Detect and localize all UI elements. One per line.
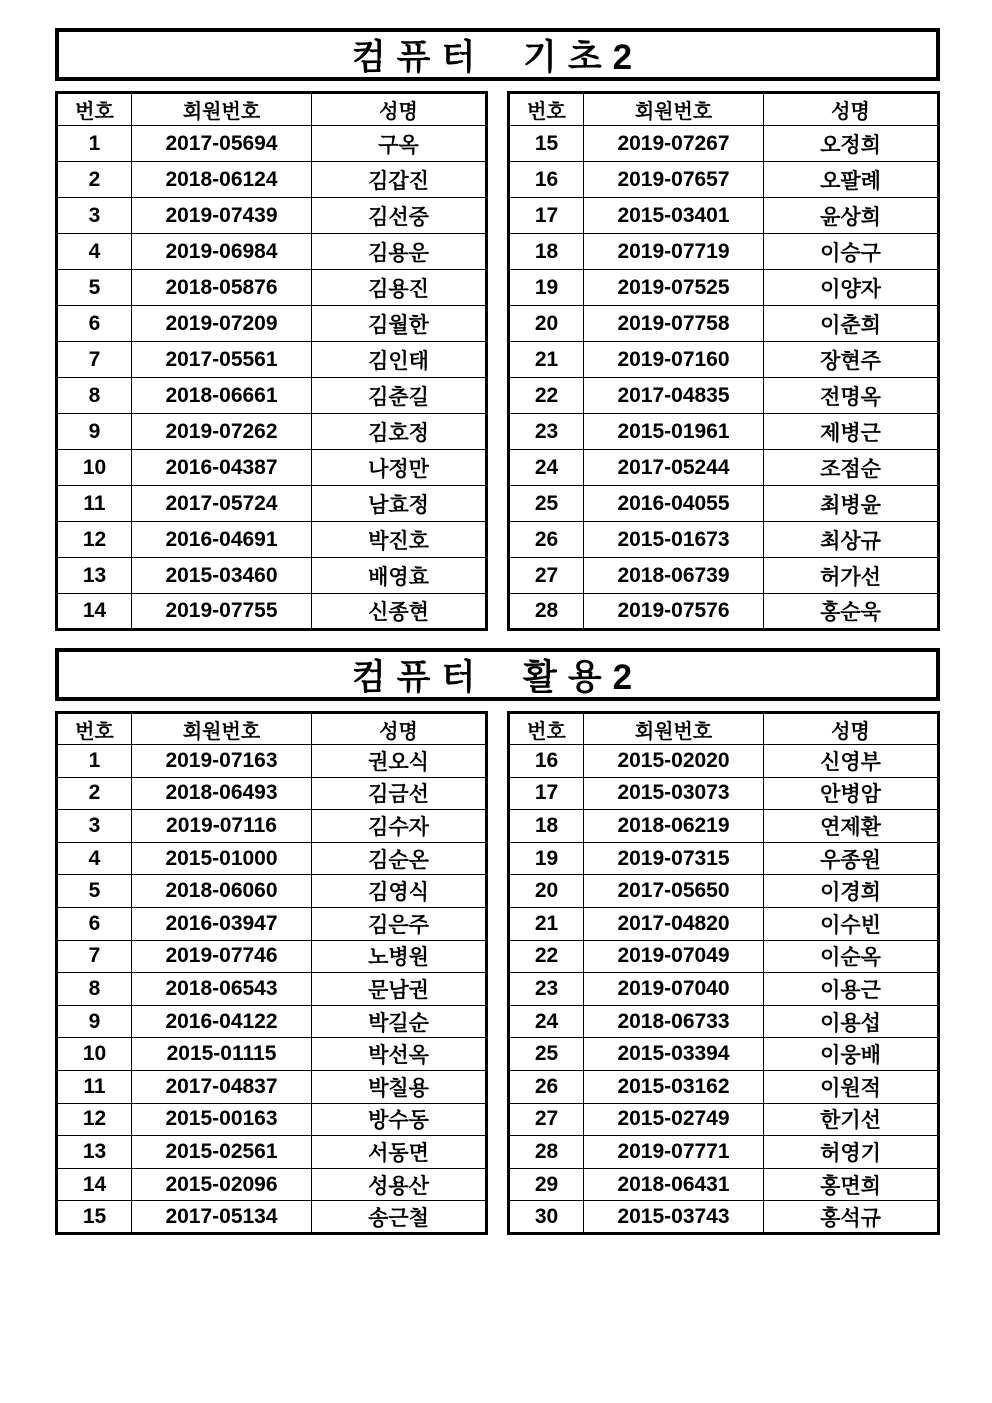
table-row	[509, 270, 939, 306]
member-name-cell: 성용산	[312, 1168, 487, 1201]
row-number-cell: 13	[57, 1136, 132, 1169]
member-name-cell: 이승구	[764, 234, 939, 270]
member-id-cell: 2015-03401	[584, 198, 764, 234]
row-number-cell: 25	[509, 1038, 584, 1071]
row-number-cell: 23	[509, 414, 584, 450]
member-id-cell: 2019-07755	[132, 594, 312, 630]
member-name-cell: 노병원	[312, 940, 487, 973]
table-row	[509, 378, 939, 414]
table-row	[57, 1038, 487, 1071]
member-name-cell: 이웅배	[764, 1038, 939, 1071]
member-id-cell: 2019-07746	[132, 940, 312, 973]
row-number-cell: 28	[509, 594, 584, 630]
row-number-cell: 24	[509, 1005, 584, 1038]
table-header	[509, 713, 939, 745]
roster-table-applications-right	[507, 711, 940, 1235]
row-number-cell: 8	[57, 973, 132, 1006]
table-row	[57, 1070, 487, 1103]
member-id-cell: 2017-05244	[584, 450, 764, 486]
member-name-cell: 허영기	[764, 1136, 939, 1169]
member-name-cell: 이용섭	[764, 1005, 939, 1038]
row-number-cell: 26	[509, 1070, 584, 1103]
row-number-cell: 26	[509, 522, 584, 558]
row-number-cell: 5	[57, 270, 132, 306]
roster-table-basics-right	[507, 91, 940, 631]
member-name-cell: 홍면희	[764, 1168, 939, 1201]
member-name-cell: 김춘길	[312, 378, 487, 414]
header-row	[509, 713, 939, 745]
member-name-cell: 이수빈	[764, 907, 939, 940]
table-row	[509, 486, 939, 522]
row-number-cell: 28	[509, 1136, 584, 1169]
member-name-cell: 박선옥	[312, 1038, 487, 1071]
member-id-cell: 2018-06543	[132, 973, 312, 1006]
table-row	[509, 162, 939, 198]
row-number-cell: 10	[57, 450, 132, 486]
member-id-cell: 2017-05694	[132, 126, 312, 162]
row-number-cell: 30	[509, 1201, 584, 1234]
row-number-cell: 17	[509, 777, 584, 810]
member-name-cell: 김선중	[312, 198, 487, 234]
member-id-cell: 2016-04122	[132, 1005, 312, 1038]
table-row	[509, 940, 939, 973]
header-row	[57, 713, 487, 745]
row-number-cell: 1	[57, 745, 132, 778]
applications-tables-row	[55, 711, 940, 1235]
row-number-cell: 9	[57, 1005, 132, 1038]
member-name-cell: 이양자	[764, 270, 939, 306]
member-id-cell: 2019-07116	[132, 810, 312, 843]
roster-table-applications-left	[55, 711, 488, 1235]
row-number-cell: 24	[509, 450, 584, 486]
member-id-cell: 2019-07315	[584, 842, 764, 875]
header-number: 번호	[57, 713, 132, 745]
row-number-cell: 4	[57, 234, 132, 270]
row-number-cell: 6	[57, 907, 132, 940]
member-id-cell: 2018-06493	[132, 777, 312, 810]
member-name-cell: 신종현	[312, 594, 487, 630]
row-number-cell: 17	[509, 198, 584, 234]
header-row	[57, 93, 487, 126]
table-row	[509, 1201, 939, 1234]
table-body	[509, 126, 939, 630]
row-number-cell: 25	[509, 486, 584, 522]
member-id-cell: 2015-01961	[584, 414, 764, 450]
table-row	[57, 907, 487, 940]
row-number-cell: 22	[509, 378, 584, 414]
member-id-cell: 2017-05724	[132, 486, 312, 522]
header-member-id: 회원번호	[132, 93, 312, 126]
member-name-cell: 김영식	[312, 875, 487, 908]
member-name-cell: 최병윤	[764, 486, 939, 522]
row-number-cell: 15	[57, 1201, 132, 1234]
member-name-cell: 안병암	[764, 777, 939, 810]
row-number-cell: 3	[57, 810, 132, 843]
section-title-basics	[55, 28, 940, 81]
table-row	[509, 126, 939, 162]
table-row	[509, 745, 939, 778]
table-row	[57, 306, 487, 342]
table-row	[509, 450, 939, 486]
table-row	[57, 270, 487, 306]
table-header	[57, 713, 487, 745]
member-id-cell: 2016-04055	[584, 486, 764, 522]
section-title-applications-text: 컴퓨터 활용2	[351, 657, 644, 697]
table-row	[57, 414, 487, 450]
member-name-cell: 김용운	[312, 234, 487, 270]
member-name-cell: 김갑진	[312, 162, 487, 198]
row-number-cell: 3	[57, 198, 132, 234]
header-name: 성명	[312, 93, 487, 126]
table-row	[509, 1168, 939, 1201]
row-number-cell: 12	[57, 1103, 132, 1136]
member-name-cell: 한기선	[764, 1103, 939, 1136]
row-number-cell: 13	[57, 558, 132, 594]
member-name-cell: 박진호	[312, 522, 487, 558]
member-id-cell: 2015-03073	[584, 777, 764, 810]
member-name-cell: 윤상희	[764, 198, 939, 234]
member-name-cell: 김호정	[312, 414, 487, 450]
table-row	[509, 594, 939, 630]
member-id-cell: 2018-06431	[584, 1168, 764, 1201]
member-id-cell: 2015-02096	[132, 1168, 312, 1201]
member-id-cell: 2018-06219	[584, 810, 764, 843]
row-number-cell: 15	[509, 126, 584, 162]
section-title-applications	[55, 648, 940, 701]
table-row	[57, 1005, 487, 1038]
row-number-cell: 5	[57, 875, 132, 908]
member-id-cell: 2019-07262	[132, 414, 312, 450]
table-row	[509, 198, 939, 234]
member-id-cell: 2018-06733	[584, 1005, 764, 1038]
member-id-cell: 2019-07049	[584, 940, 764, 973]
member-id-cell: 2015-03743	[584, 1201, 764, 1234]
member-name-cell: 허가선	[764, 558, 939, 594]
table-row	[509, 1038, 939, 1071]
row-number-cell: 27	[509, 558, 584, 594]
table-body	[57, 126, 487, 630]
row-number-cell: 8	[57, 378, 132, 414]
member-id-cell: 2015-03162	[584, 1070, 764, 1103]
row-number-cell: 12	[57, 522, 132, 558]
member-name-cell: 이원적	[764, 1070, 939, 1103]
table-row	[57, 940, 487, 973]
table-row	[57, 1103, 487, 1136]
member-name-cell: 박칠용	[312, 1070, 487, 1103]
member-name-cell: 김월한	[312, 306, 487, 342]
table-row	[509, 973, 939, 1006]
header-member-id: 회원번호	[132, 713, 312, 745]
member-name-cell: 나정만	[312, 450, 487, 486]
member-id-cell: 2015-01673	[584, 522, 764, 558]
member-id-cell: 2017-04835	[584, 378, 764, 414]
header-name: 성명	[312, 713, 487, 745]
table-body	[57, 745, 487, 1234]
member-name-cell: 최상규	[764, 522, 939, 558]
row-number-cell: 23	[509, 973, 584, 1006]
member-name-cell: 장현주	[764, 342, 939, 378]
member-name-cell: 우종원	[764, 842, 939, 875]
member-id-cell: 2015-02749	[584, 1103, 764, 1136]
row-number-cell: 18	[509, 234, 584, 270]
table-row	[57, 1168, 487, 1201]
header-member-id: 회원번호	[584, 713, 764, 745]
table-row	[509, 306, 939, 342]
table-row	[509, 810, 939, 843]
table-row	[509, 342, 939, 378]
member-name-cell: 신영부	[764, 745, 939, 778]
table-row	[509, 777, 939, 810]
member-name-cell: 홍순욱	[764, 594, 939, 630]
member-name-cell: 전명옥	[764, 378, 939, 414]
header-row	[509, 93, 939, 126]
member-name-cell: 이순옥	[764, 940, 939, 973]
row-number-cell: 7	[57, 342, 132, 378]
row-number-cell: 18	[509, 810, 584, 843]
table-row	[509, 1070, 939, 1103]
table-row	[57, 558, 487, 594]
member-id-cell: 2019-07209	[132, 306, 312, 342]
row-number-cell: 1	[57, 126, 132, 162]
member-name-cell: 김순온	[312, 842, 487, 875]
row-number-cell: 10	[57, 1038, 132, 1071]
table-row	[509, 522, 939, 558]
member-name-cell: 오정희	[764, 126, 939, 162]
row-number-cell: 2	[57, 777, 132, 810]
table-row	[57, 777, 487, 810]
row-number-cell: 14	[57, 1168, 132, 1201]
table-row	[57, 378, 487, 414]
member-name-cell: 이용근	[764, 973, 939, 1006]
member-name-cell: 김인태	[312, 342, 487, 378]
member-id-cell: 2019-07439	[132, 198, 312, 234]
table-row	[57, 594, 487, 630]
table-row	[509, 558, 939, 594]
row-number-cell: 19	[509, 270, 584, 306]
member-id-cell: 2015-02020	[584, 745, 764, 778]
table-row	[57, 342, 487, 378]
row-number-cell: 4	[57, 842, 132, 875]
member-id-cell: 2019-07576	[584, 594, 764, 630]
row-number-cell: 19	[509, 842, 584, 875]
row-number-cell: 22	[509, 940, 584, 973]
member-name-cell: 김은주	[312, 907, 487, 940]
row-number-cell: 21	[509, 907, 584, 940]
row-number-cell: 16	[509, 745, 584, 778]
member-name-cell: 연제환	[764, 810, 939, 843]
member-id-cell: 2017-05561	[132, 342, 312, 378]
member-name-cell: 조점순	[764, 450, 939, 486]
member-id-cell: 2016-03947	[132, 907, 312, 940]
header-member-id: 회원번호	[584, 93, 764, 126]
member-id-cell: 2015-03460	[132, 558, 312, 594]
row-number-cell: 27	[509, 1103, 584, 1136]
member-name-cell: 방수동	[312, 1103, 487, 1136]
member-name-cell: 남효정	[312, 486, 487, 522]
row-number-cell: 11	[57, 1070, 132, 1103]
member-id-cell: 2017-04837	[132, 1070, 312, 1103]
table-header	[509, 93, 939, 126]
table-row	[509, 1005, 939, 1038]
member-name-cell: 박길순	[312, 1005, 487, 1038]
table-body	[509, 745, 939, 1234]
table-row	[57, 973, 487, 1006]
member-id-cell: 2015-01000	[132, 842, 312, 875]
basics-tables-row	[55, 91, 940, 631]
member-name-cell: 오팔례	[764, 162, 939, 198]
table-row	[57, 486, 487, 522]
table-row	[509, 1136, 939, 1169]
member-id-cell: 2015-03394	[584, 1038, 764, 1071]
section-title-basics-text: 컴퓨터 기초2	[351, 37, 644, 77]
member-id-cell: 2019-07040	[584, 973, 764, 1006]
table-row	[57, 875, 487, 908]
table-row	[57, 162, 487, 198]
row-number-cell: 9	[57, 414, 132, 450]
member-id-cell: 2019-07771	[584, 1136, 764, 1169]
member-id-cell: 2017-05650	[584, 875, 764, 908]
header-number: 번호	[509, 93, 584, 126]
row-number-cell: 11	[57, 486, 132, 522]
row-number-cell: 6	[57, 306, 132, 342]
header-number: 번호	[509, 713, 584, 745]
member-id-cell: 2019-07657	[584, 162, 764, 198]
member-name-cell: 김수자	[312, 810, 487, 843]
row-number-cell: 21	[509, 342, 584, 378]
member-id-cell: 2019-07719	[584, 234, 764, 270]
member-id-cell: 2018-06124	[132, 162, 312, 198]
header-number: 번호	[57, 93, 132, 126]
table-row	[57, 198, 487, 234]
member-id-cell: 2019-07160	[584, 342, 764, 378]
member-name-cell: 구옥	[312, 126, 487, 162]
member-id-cell: 2018-06739	[584, 558, 764, 594]
table-row	[509, 875, 939, 908]
row-number-cell: 16	[509, 162, 584, 198]
member-name-cell: 문남권	[312, 973, 487, 1006]
row-number-cell: 14	[57, 594, 132, 630]
row-number-cell: 20	[509, 875, 584, 908]
header-name: 성명	[764, 93, 939, 126]
member-id-cell: 2017-05134	[132, 1201, 312, 1234]
member-name-cell: 이춘희	[764, 306, 939, 342]
member-name-cell: 권오식	[312, 745, 487, 778]
member-id-cell: 2019-06984	[132, 234, 312, 270]
member-name-cell: 이경희	[764, 875, 939, 908]
table-row	[57, 745, 487, 778]
member-name-cell: 서동면	[312, 1136, 487, 1169]
member-id-cell: 2016-04691	[132, 522, 312, 558]
row-number-cell: 2	[57, 162, 132, 198]
member-name-cell: 제병근	[764, 414, 939, 450]
table-row	[57, 522, 487, 558]
table-header	[57, 93, 487, 126]
table-row	[509, 907, 939, 940]
member-id-cell: 2015-02561	[132, 1136, 312, 1169]
member-id-cell: 2018-06060	[132, 875, 312, 908]
member-id-cell: 2016-04387	[132, 450, 312, 486]
table-row	[509, 414, 939, 450]
member-id-cell: 2017-04820	[584, 907, 764, 940]
table-row	[57, 842, 487, 875]
row-number-cell: 7	[57, 940, 132, 973]
table-row	[57, 1201, 487, 1234]
table-row	[57, 234, 487, 270]
member-id-cell: 2019-07267	[584, 126, 764, 162]
member-id-cell: 2015-01115	[132, 1038, 312, 1071]
member-id-cell: 2018-05876	[132, 270, 312, 306]
table-row	[509, 1103, 939, 1136]
member-name-cell: 김용진	[312, 270, 487, 306]
member-id-cell: 2018-06661	[132, 378, 312, 414]
row-number-cell: 29	[509, 1168, 584, 1201]
table-row	[509, 842, 939, 875]
row-number-cell: 20	[509, 306, 584, 342]
table-row	[57, 810, 487, 843]
header-name: 성명	[764, 713, 939, 745]
roster-table-basics-left	[55, 91, 488, 631]
member-name-cell: 배영효	[312, 558, 487, 594]
member-name-cell: 송근철	[312, 1201, 487, 1234]
member-name-cell: 홍석규	[764, 1201, 939, 1234]
member-id-cell: 2019-07525	[584, 270, 764, 306]
table-row	[57, 450, 487, 486]
member-id-cell: 2019-07163	[132, 745, 312, 778]
member-name-cell: 김금선	[312, 777, 487, 810]
table-row	[57, 126, 487, 162]
table-row	[57, 1136, 487, 1169]
table-row	[509, 234, 939, 270]
member-id-cell: 2019-07758	[584, 306, 764, 342]
member-id-cell: 2015-00163	[132, 1103, 312, 1136]
